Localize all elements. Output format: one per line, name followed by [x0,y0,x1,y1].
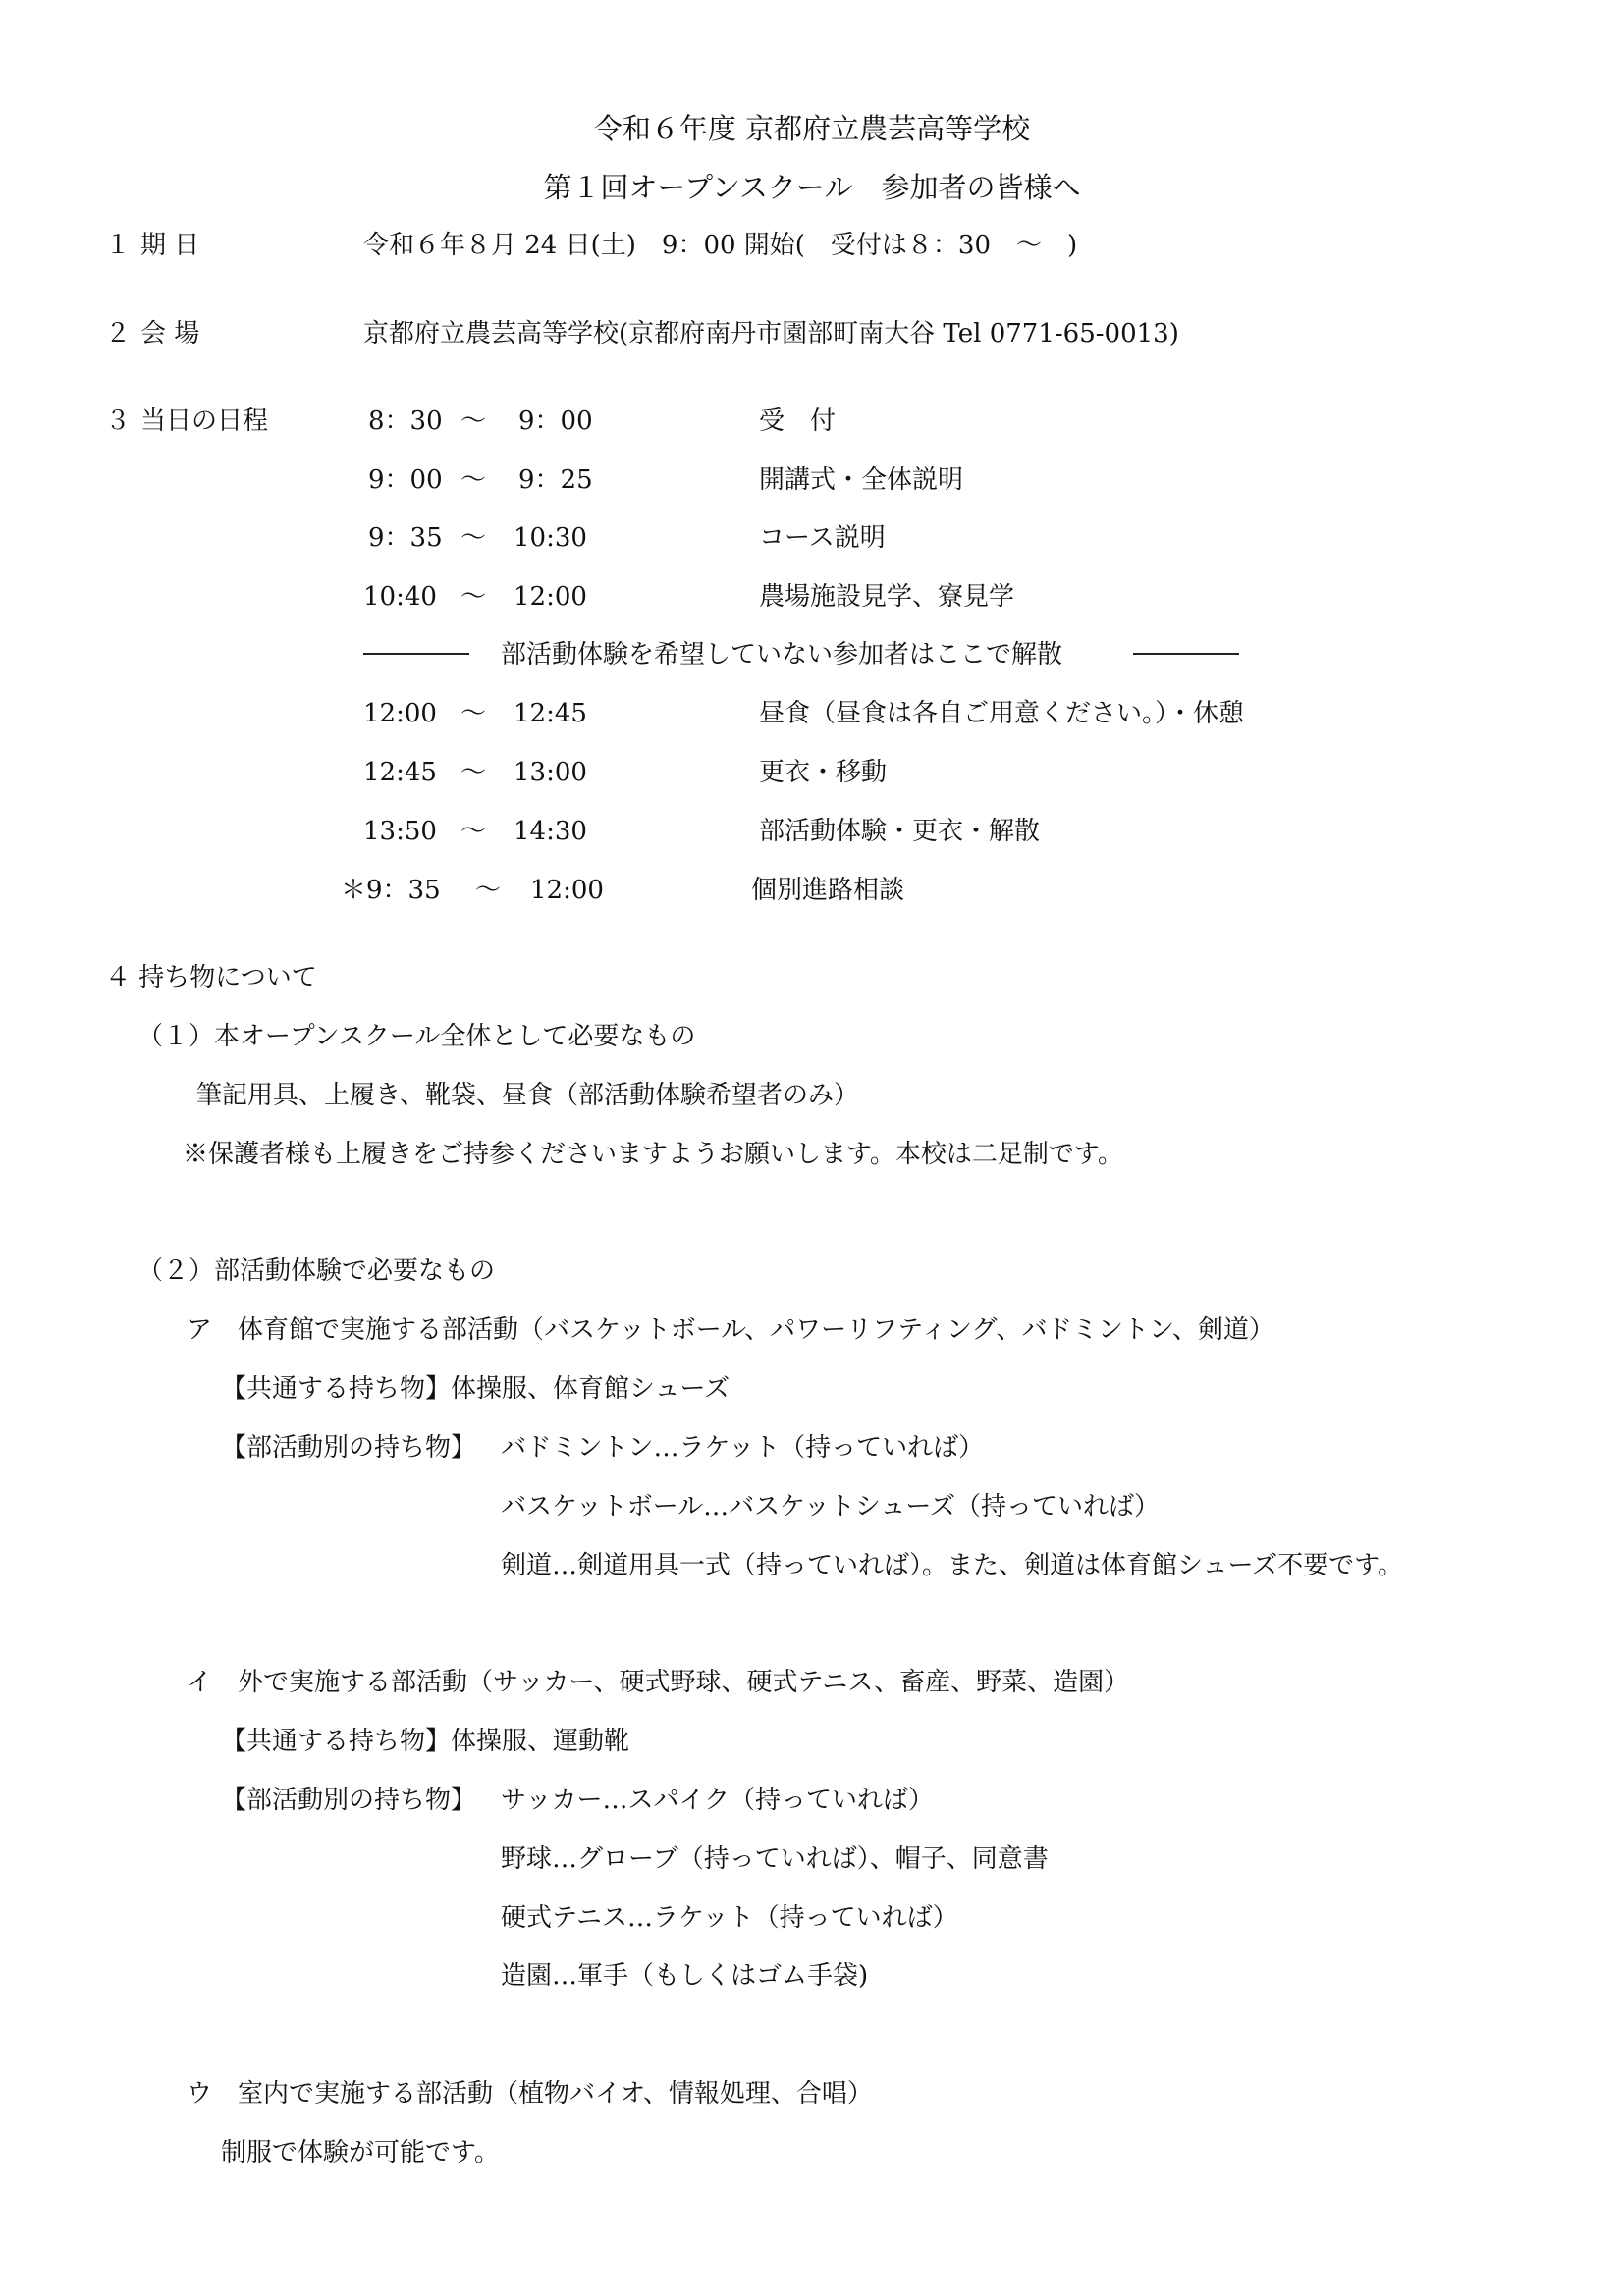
gym-club-label: 【部活動別の持ち物】 [221,1433,477,1463]
section2-number: ２ [105,319,132,348]
schedule-start: 13:50 [363,817,437,846]
schedule-end: 12:00 [530,876,604,905]
divider-line-right [1133,653,1239,655]
gym-clubs-heading: ア 体育館で実施する部活動（バスケットボール、パワーリフティング、バドミントン、剣道） [187,1315,1274,1345]
schedule-event: 受 付 [759,406,837,436]
outdoor-clubs-heading: イ 外で実施する部活動（サッカー、硬式野球、硬式テニス、畜産、野菜、造園） [187,1668,1130,1697]
schedule-tilde: ～ [460,758,487,787]
schedule-start: 12:00 [363,699,437,728]
divider-line-left [363,653,469,655]
schedule-end: 9：00 [518,406,593,436]
schedule-event: 個別進路相談 [751,876,905,905]
schedule-tilde: ～ [460,406,487,436]
section2-value: 京都府立農芸高等学校(京都府南丹市園部町南大谷 Tel 0771-65-0013) [363,319,1179,348]
schedule-end: 12:00 [514,582,587,612]
outdoor-club-item: 野球…グローブ（持っていれば）、帽子、同意書 [501,1844,1049,1874]
schedule-tilde: ～ [475,876,502,905]
dismiss-note: 部活動体験を希望していない参加者はここで解散 [501,640,1063,669]
schedule-tilde: ～ [460,523,487,553]
gym-club-item: バスケットボール…バスケットシューズ（持っていれば） [501,1492,1161,1522]
schedule-end: 10:30 [514,523,587,553]
schedule-tilde: ～ [460,582,487,612]
part1-heading: （１）本オープンスクール全体として必要なもの [137,1022,696,1051]
indoor-clubs-heading: ウ 室内で実施する部活動（植物バイオ、情報処理、合唱） [187,2079,873,2109]
schedule-end: 12:45 [514,699,587,728]
part1-note: ※保護者様も上履きをご持参くださいますようお願いします。本校は二足制です。 [183,1140,1123,1169]
section3-label: 当日の日程 [140,406,269,436]
section1-value: 令和６年８月 24 日(土) 9：00 開始( 受付は８：30 ～ ) [363,231,1078,260]
section2-label: 会 場 [140,319,200,348]
schedule-start: 9：00 [368,465,443,495]
schedule-event: 昼食（昼食は各自ご用意ください。）・休憩 [759,699,1245,728]
section3-number: ３ [105,406,132,436]
document-subtitle: 第１回オープンスクール 参加者の皆様へ [543,171,1081,204]
gym-club-item: バドミントン…ラケット（持っていれば） [501,1433,985,1463]
section4-heading: ４ 持ち物について [105,963,317,992]
schedule-start: 12:45 [363,758,437,787]
schedule-tilde: ～ [460,465,487,495]
part1-items: 筆記用具、上履き、靴袋、昼食（部活動体験希望者のみ） [196,1081,859,1110]
schedule-event: コース説明 [759,523,886,553]
schedule-start: 8：30 [368,406,443,436]
schedule-end: 13:00 [514,758,587,787]
section1-number: １ [105,231,132,260]
outdoor-club-item: サッカー…スパイク（持っていれば） [501,1786,934,1815]
schedule-tilde: ～ [460,817,487,846]
outdoor-club-label: 【部活動別の持ち物】 [221,1786,477,1815]
schedule-event: 開講式・全体説明 [759,465,964,495]
schedule-event: 部活動体験・更衣・解散 [759,817,1041,846]
document-title: 令和６年度 京都府立農芸高等学校 [593,112,1031,145]
section1-label: 期 日 [140,231,200,260]
part2-heading: （２）部活動体験で必要なもの [137,1256,496,1286]
outdoor-club-item: 硬式テニス…ラケット（持っていれば） [501,1903,958,1933]
schedule-tilde: ～ [460,699,487,728]
gym-club-item: 剣道…剣道用具一式（持っていれば）。また、剣道は体育館シューズ不要です。 [501,1551,1404,1580]
schedule-end: 14:30 [514,817,587,846]
outdoor-common-items: 【共通する持ち物】体操服、運動靴 [221,1727,630,1756]
schedule-end: 9：25 [518,465,593,495]
schedule-start: 10:40 [363,582,437,612]
gym-common-items: 【共通する持ち物】体操服、体育館シューズ [221,1374,731,1404]
schedule-start: ＊9：35 [341,876,441,905]
schedule-event: 農場施設見学、寮見学 [759,582,1015,612]
schedule-start: 9：35 [368,523,443,553]
outdoor-club-item: 造園…軍手（もしくはゴム手袋) [501,1961,869,1991]
schedule-event: 更衣・移動 [759,758,888,787]
indoor-note: 制服で体験が可能です。 [221,2138,500,2167]
